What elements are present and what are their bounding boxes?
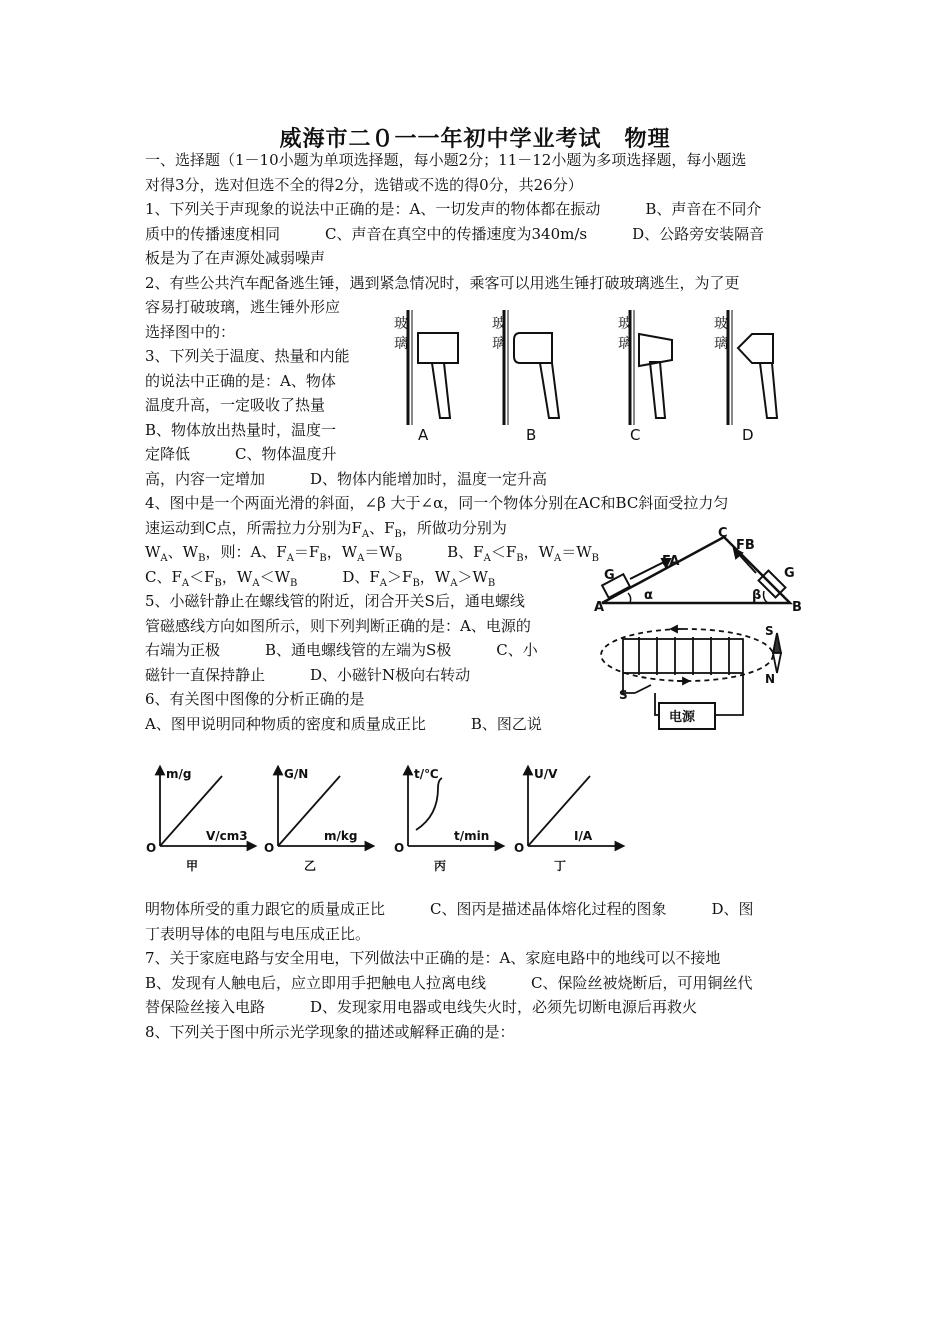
q4-line-1: 4、图中是一个两面光滑的斜面，∠β 大于∠α，同一个物体分别在AC和BC斜面受拉力匀 (145, 494, 729, 512)
q7-line-1: 7、关于家庭电路与安全用电，下列做法中正确的是：A、家庭电路中的地线可以不接地 (145, 949, 721, 967)
graphs-figure (140, 762, 650, 874)
graph-2 (394, 767, 500, 873)
incline-label-c: C (718, 527, 728, 541)
power-label: 电源 (669, 710, 696, 725)
section-heading-line-2: 对得3分，选对但选不全的得2分，选错或不选的得0分，共26分） (145, 175, 583, 194)
text-fragment: B、F (402, 543, 484, 561)
graph-name: 乙 (304, 859, 317, 873)
graph-1 (264, 767, 370, 873)
solenoid-figure (595, 615, 805, 741)
q3-line-4: B、物体放出热量时，温度一 (145, 420, 337, 439)
graph-ylabel: U/V (534, 767, 558, 781)
graph-ylabel: G/N (284, 767, 309, 781)
subscript: A (252, 577, 260, 589)
graph-name: 丙 (434, 859, 447, 873)
q3-line-6: 高，内容一定增加 D、物体内能增加时，温度一定升高 (145, 469, 548, 488)
subscript: B (412, 577, 420, 589)
page-title: 威海市二０一一年初中学业考试 物理 (279, 126, 671, 152)
q6-line-4: 丁表明导体的电阻与电压成正比。 (145, 924, 371, 943)
needle-n-label: N (765, 672, 776, 686)
incline-label-a: A (594, 600, 605, 615)
text-fragment: W (145, 543, 161, 561)
glass-label-b2: 璃 (492, 336, 506, 352)
subscript: B (487, 577, 496, 589)
incline-label-beta: β (752, 588, 762, 603)
graph-name: 丁 (554, 859, 567, 873)
text-fragment: ，W (419, 567, 451, 586)
q5-line-1: 5、小磁针静止在螺线管的附近，闭合开关S后，通电螺线 (145, 592, 525, 610)
text-fragment: ，W (523, 543, 555, 561)
needle-s-label: S (765, 624, 774, 638)
q6-line-3: 明物体所受的重力跟它的质量成正比 C、图丙是描述晶体熔化过程的图象 D、图 (145, 900, 754, 918)
graph-origin: O (394, 841, 405, 855)
switch-label: S (619, 688, 628, 702)
subscript: A (160, 553, 168, 564)
q5-line-2: 管磁感线方向如图所示，则下列判断正确的是：A、电源的 (145, 616, 531, 635)
subscript: A (286, 553, 294, 564)
q4-line-2-head: 速运动到C点，所需拉力分别为F (145, 518, 362, 537)
q4-l2-tail-a: 、F (369, 518, 395, 537)
subscript: A (450, 577, 458, 589)
glass-label-a2: 璃 (394, 336, 408, 352)
graph-ylabel: m/g (166, 767, 192, 781)
text-fragment: ＝W (364, 543, 395, 561)
q3-line-5: 定降低 C、物体温度升 (145, 445, 337, 463)
graph-origin: O (264, 841, 275, 855)
q6-line-2: A、图甲说明同种物质的密度和质量成正比 B、图乙说 (145, 714, 542, 733)
option-label-d: D (742, 426, 754, 444)
q6-line-1: 6、有关图中图像的分析正确的是 (145, 690, 365, 708)
text-fragment: ＞F (387, 567, 413, 586)
subscript: A (483, 553, 491, 564)
q3-line-2: 的说法中正确的是：A、物体 (145, 371, 336, 390)
q1-line-1: 1、下列关于声现象的说法中正确的是：A、一切发声的物体都在振动 B、声音在不同介 (145, 200, 762, 218)
subscript: B (319, 553, 327, 564)
escape-hammer-figure (392, 300, 792, 450)
subscript: B (214, 577, 222, 589)
text-fragment: ＞W (457, 567, 488, 586)
text-fragment: ＝W (561, 543, 592, 561)
q5-line-4: 磁针一直保持静止 D、小磁针N极向右转动 (145, 665, 471, 684)
graph-xlabel: m/kg (324, 829, 358, 843)
graph-curve (416, 778, 442, 830)
option-label-a: A (418, 426, 429, 444)
subscript: B (516, 553, 524, 564)
incline-label-b: B (792, 600, 802, 615)
graph-origin: O (514, 841, 525, 855)
incline-figure (592, 527, 812, 615)
text-fragment: ，W (221, 567, 253, 586)
subscript: A (357, 553, 365, 564)
glass-label-a: 玻 (394, 316, 408, 332)
subscript: A (181, 577, 190, 589)
text-fragment: 、W (167, 543, 199, 561)
q5-line-3: 右端为正极 B、通电螺线管的左端为S极 C、小 (145, 641, 538, 659)
graph-xlabel: I/A (574, 829, 593, 843)
graph-ylabel: t/℃ (414, 767, 439, 781)
graph-origin: O (146, 841, 157, 855)
questions-block-2 (145, 897, 754, 1044)
graph-0 (146, 767, 252, 873)
q2-line-3: 选择图中的： (145, 322, 236, 341)
incline-label-fb: FB (736, 538, 755, 553)
q1-line-2: 质中的传播速度相同 C、声音在真空中的传播速度为340m/s D、公路旁安装隔音 (145, 224, 765, 243)
text-fragment: C、F (145, 567, 182, 586)
text-fragment: ，则：A、F (205, 543, 287, 561)
glass-label-c: 玻 (618, 316, 632, 332)
incline-label-g-right: G (784, 566, 795, 581)
q1-line-3: 板是为了在声源处减弱噪声 (145, 249, 326, 267)
sub-b: B (394, 528, 402, 540)
subscript: B (591, 553, 600, 564)
q2-line-2: 容易打破玻璃，逃生锤外形应 (145, 298, 341, 316)
subscript: A (379, 577, 388, 589)
subscript: B (394, 553, 403, 564)
glass-label-d2: 璃 (714, 336, 728, 352)
glass-label-b: 玻 (492, 316, 506, 332)
subscript: A (554, 553, 562, 564)
glass-label-c2: 璃 (618, 336, 632, 352)
incline-label-fa: FA (662, 554, 680, 569)
subscript: B (289, 577, 298, 589)
q2-line-1: 2、有些公共汽车配备逃生锤，遇到紧急情况时，乘客可以用逃生锤打破玻璃逃生，为了更 (145, 273, 740, 292)
section-heading-line-1: 一、选择题（1－10小题为单项选择题，每小题2分；11－12小题为多项选择题，每小题选 (145, 151, 747, 169)
sub-a: A (361, 528, 370, 540)
text-fragment: D、F (297, 567, 380, 586)
text-fragment: ＝F (293, 543, 320, 561)
text-fragment: ＜W (259, 567, 290, 586)
graph-xlabel: t/min (454, 829, 490, 843)
incline-label-g-left: G (604, 568, 615, 583)
q8-line-1: 8、下列关于图中所示光学现象的描述或解释正确的是： (145, 1022, 515, 1041)
graph-name: 甲 (186, 859, 199, 873)
subscript: B (198, 553, 206, 564)
q7-line-2: B、发现有人触电后，应立即用手把触电人拉离电线 C、保险丝被烧断后，可用铜丝代 (145, 973, 753, 992)
graph-3 (514, 767, 620, 873)
option-label-b: B (526, 426, 537, 444)
text-fragment: ＜F (189, 567, 215, 586)
q3-line-1: 3、下列关于温度、热量和内能 (145, 347, 350, 365)
q3-line-3: 温度升高，一定吸收了热量 (145, 396, 326, 414)
text-fragment: ＜F (490, 543, 517, 561)
graph-xlabel: V/cm3 (206, 829, 248, 843)
glass-label-d: 玻 (714, 316, 728, 332)
incline-label-alpha: α (644, 588, 653, 603)
text-fragment: ，W (326, 543, 358, 561)
option-label-c: C (630, 426, 641, 444)
q7-line-3: 替保险丝接入电路 D、发现家用电器或电线失火时，必须先切断电源后再救火 (145, 998, 698, 1016)
q4-l2-tail-b: ，所做功分别为 (401, 518, 507, 537)
